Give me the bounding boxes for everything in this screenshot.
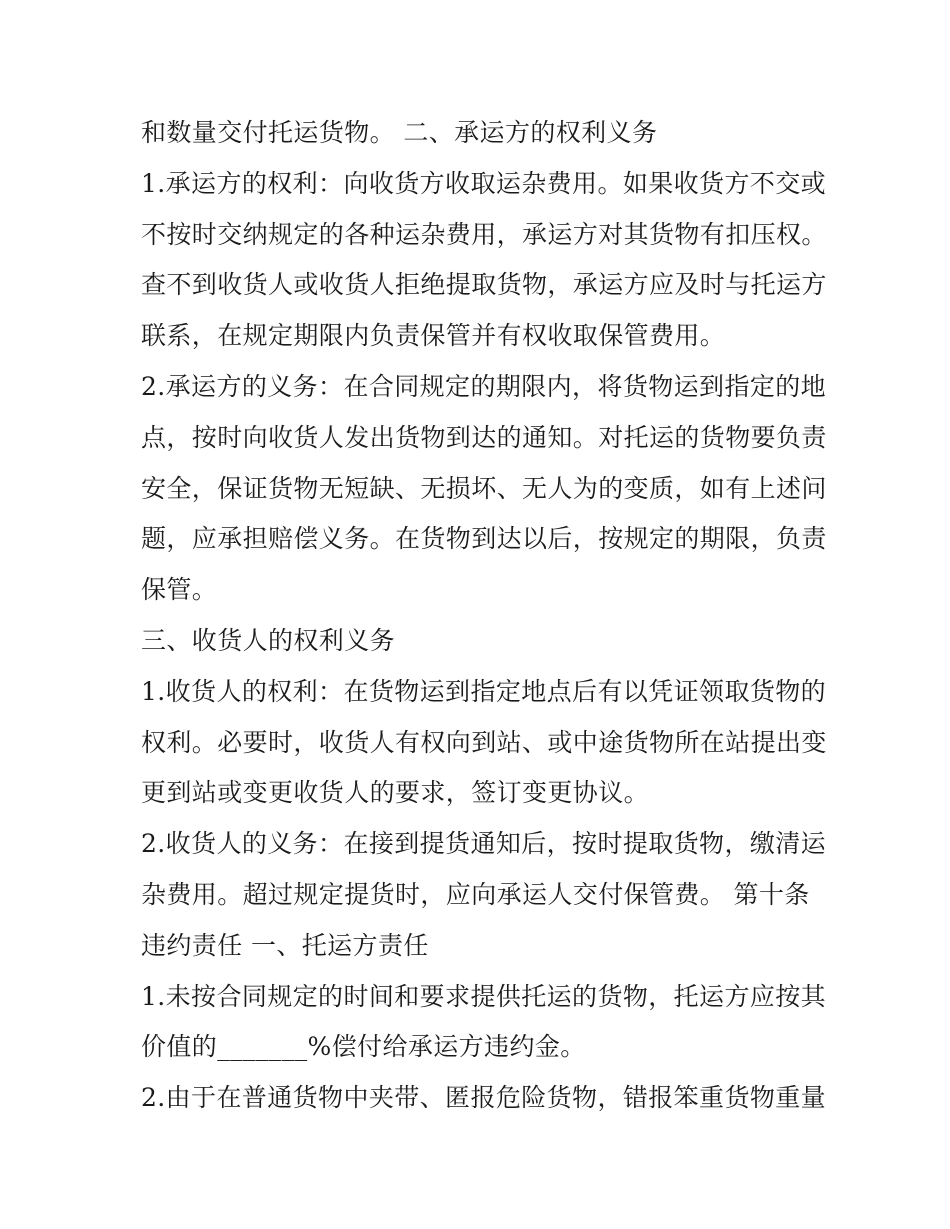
text-line: 2.收货人的义务：在接到提货通知后，按时提取货物，缴清运 xyxy=(141,829,827,859)
text-line: 联系，在规定期限内负责保管并有权收取保管费用。 xyxy=(141,321,726,351)
text-line: 价值的_______%偿付给承运方违约金。 xyxy=(141,1032,586,1062)
text-line: 点，按时向收货人发出货物到达的通知。对托运的货物要负责 xyxy=(141,422,827,452)
text-line: 2.承运方的义务：在合同规定的期限内，将货物运到指定的地 xyxy=(141,371,827,401)
section-heading: 三、收货人的权利义务 xyxy=(141,625,396,655)
text-line: 题，应承担赔偿义务。在货物到达以后，按规定的期限，负责 xyxy=(141,524,827,554)
text-line: 杂费用。超过规定提货时，应向承运人交付保管费。 第十条 xyxy=(141,879,810,909)
text-line: 2.由于在普通货物中夹带、匿报危险货物，错报笨重货物重量 xyxy=(141,1083,827,1113)
text-line: 查不到收货人或收货人拒绝提取货物，承运方应及时与托运方 xyxy=(141,270,827,300)
text-line: 和数量交付托运货物。 二、承运方的权利义务 xyxy=(141,118,658,147)
text-line: 安全，保证货物无短缺、无损坏、无人为的变质，如有上述问 xyxy=(141,473,827,503)
text-line: 不按时交纳规定的各种运杂费用，承运方对其货物有扣压权。 xyxy=(141,219,827,249)
text-line: 保管。 xyxy=(141,575,218,605)
contract-text xyxy=(141,108,827,1124)
text-line: 1.未按合同规定的时间和要求提供托运的货物，托运方应按其 xyxy=(141,981,827,1011)
text-line: 1.承运方的权利：向收货方收取运杂费用。如果收货方不交或 xyxy=(141,168,827,198)
text-line: 1.收货人的权利：在货物运到指定地点后有以凭证领取货物的 xyxy=(141,676,827,706)
text-line: 更到站或变更收货人的要求，签订变更协议。 xyxy=(141,778,650,808)
text-line: 权利。必要时，收货人有权向到站、或中途货物所在站提出变 xyxy=(141,727,827,757)
text-line: 违约责任 一、托运方责任 xyxy=(141,930,429,960)
